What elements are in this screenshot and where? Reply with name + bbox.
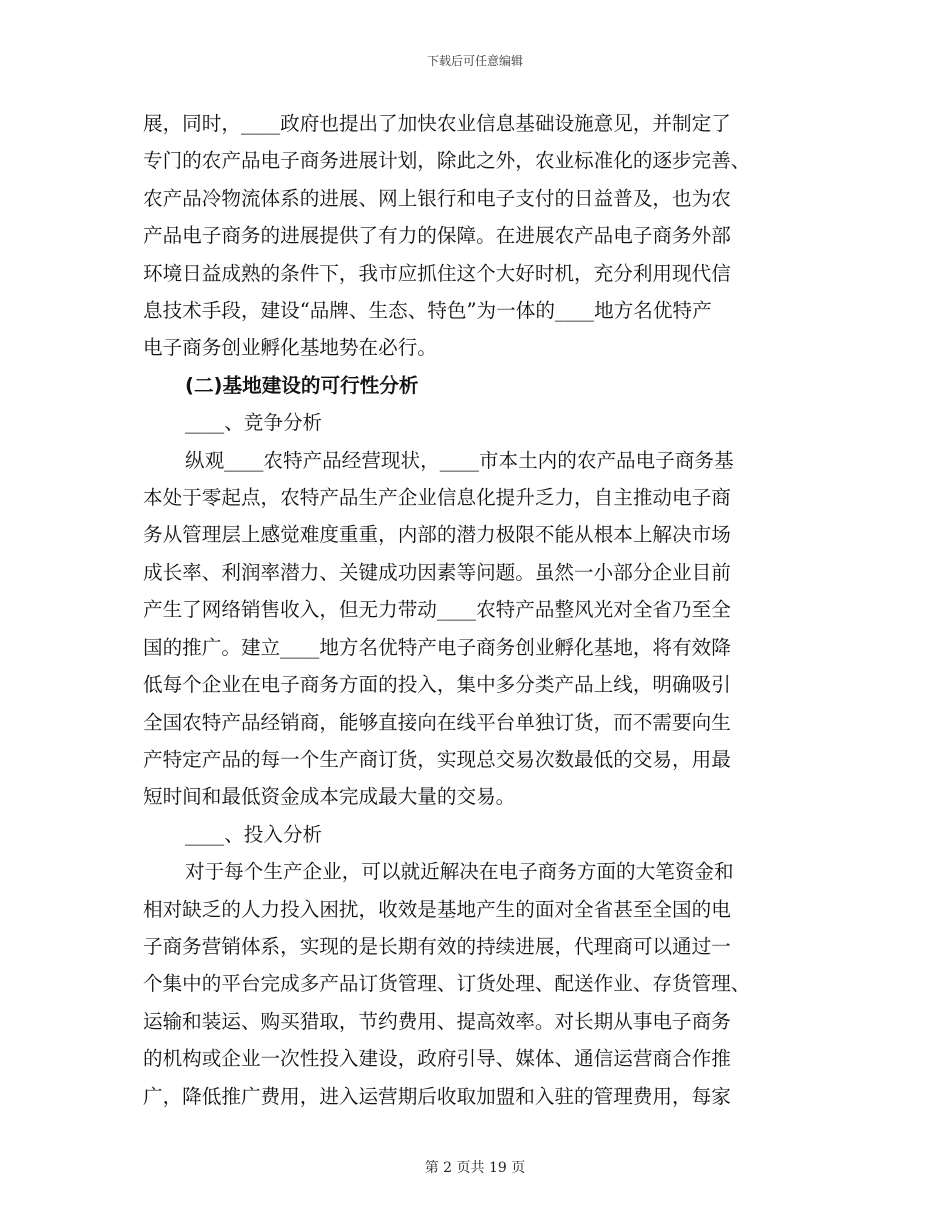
text-line: 电子商务创业孵化基地势在必行。 [143, 336, 437, 360]
document-body [143, 105, 803, 1115]
text-line: 国的推广。建立____地方名优特产电子商务创业孵化基地，将有效降 [143, 635, 731, 659]
text-line: 相对缺乏的人力投入困扰，收效是基地产生的面对全省甚至全国的电 [143, 897, 731, 921]
text-line: 广，降低推广费用，进入运营期后收取加盟和入驻的管理费用，每家 [143, 1084, 731, 1108]
text-line: 农产品冷物流体系的进展、网上银行和电子支付的日益普及，也为农 [143, 186, 731, 210]
text-line: 产品电子商务的进展提供了有力的保障。在进展农产品电子商务外部 [143, 224, 731, 248]
text-line: 展，同时，____政府也提出了加快农业信息基础设施意见，并制定了 [143, 112, 731, 135]
text-line: 本处于零起点，农特产品生产企业信息化提升乏力，自主推动电子商 [143, 486, 731, 510]
text-line: 成长率、利润率潜力、关键成功因素等问题。虽然一小部分企业目前 [143, 560, 731, 584]
text-line: 全国农特产品经销商，能够直接向在线平台单独订货，而不需要向生 [143, 710, 731, 734]
text-line: 专门的农产品电子商务进展计划，除此之外，农业标准化的逐步完善、 [143, 149, 751, 173]
text-line: 短时间和最低资金成本完成最大量的交易。 [143, 785, 516, 809]
text-line: ____、竞争分析 [185, 411, 323, 435]
text-line: 低每个企业在电子商务方面的投入，集中多分类产品上线，明确吸引 [143, 673, 731, 697]
text-line: 纵观____农特产品经营现状，____市本土内的农产品电子商务基 [185, 448, 734, 472]
text-line: 息技术手段，建设“品牌、生态、特色”为一体的____地方名优特产 [143, 299, 712, 323]
text-line: 务从管理层上感觉难度重重，内部的潜力极限不能从根本上解决市场 [143, 523, 731, 547]
text-line: 环境日益成熟的条件下，我市应抓住这个大好时机，充分利用现代信 [143, 261, 731, 285]
page-header: 下载后可任意编辑 [426, 54, 523, 68]
text-line: 对于每个生产企业，可以就近解决在电子商务方面的大笔资金和 [185, 860, 734, 884]
text-line: ____、投入分析 [185, 822, 323, 846]
text-line: 个集中的平台完成多产品订货管理、订货处理、配送作业、存货管理、 [143, 972, 751, 996]
section-heading: (二)基地建设的可行性分析 [185, 373, 419, 397]
page-number-footer: 第 2 页共 19 页 [424, 1160, 526, 1176]
text-line: 的机构或企业一次性投入建设，政府引导、媒体、通信运营商合作推 [143, 1047, 731, 1071]
text-line: 产生了网络销售收入，但无力带动____农特产品整风光对全省乃至全 [143, 598, 731, 622]
text-line: 产特定产品的每一个生产商订货，实现总交易次数最低的交易，用最 [143, 747, 731, 771]
text-line: 子商务营销体系，实现的是长期有效的持续进展，代理商可以通过一 [143, 934, 731, 958]
text-line: 运输和装运、购买猎取，节约费用、提高效率。对长期从事电子商务 [143, 1009, 731, 1033]
